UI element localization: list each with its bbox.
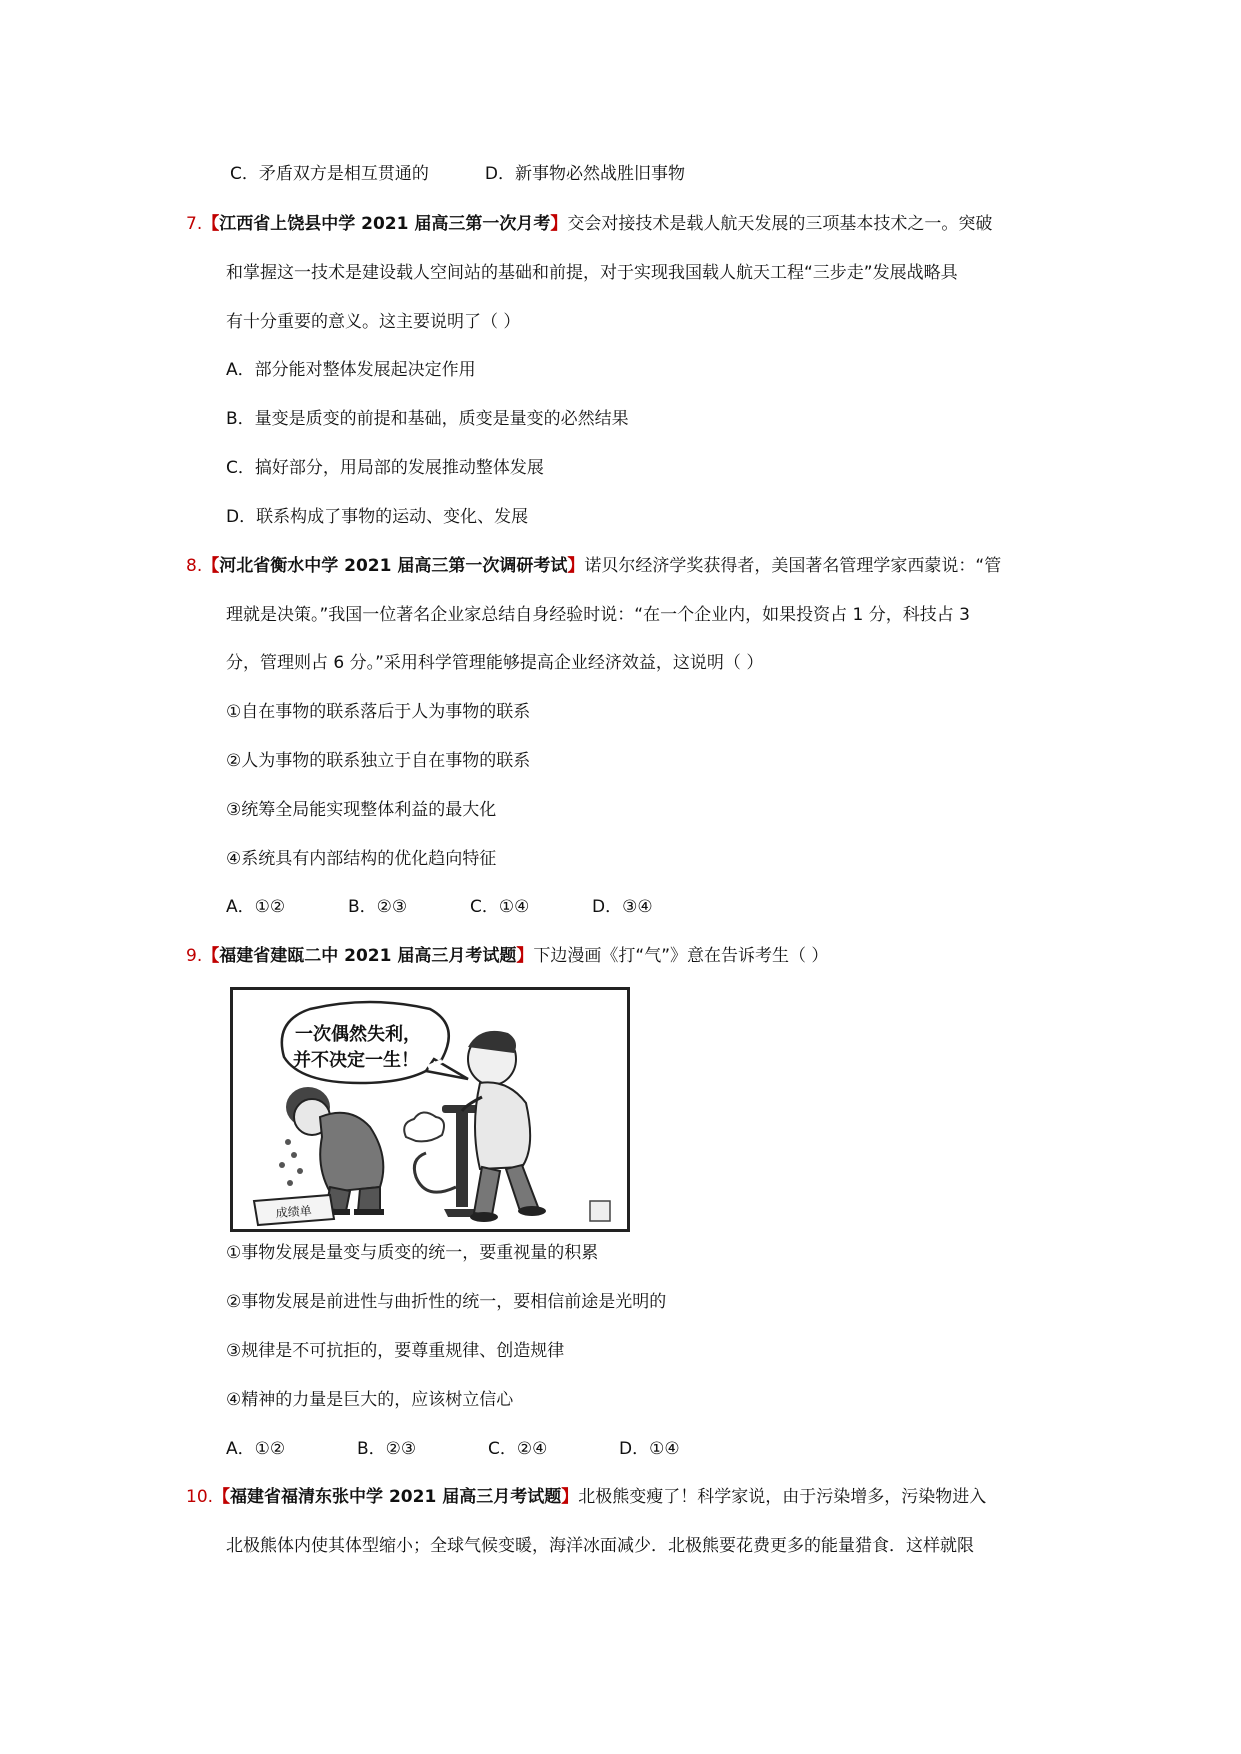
q6-option-c: C．矛盾双方是相互贯通的 bbox=[230, 164, 429, 184]
q9-left-bracket: 【 bbox=[202, 946, 220, 966]
q7-option-d: D．联系构成了事物的运动、变化、发展 bbox=[226, 507, 529, 527]
q7-option-a: A．部分能对整体发展起决定作用 bbox=[226, 360, 476, 380]
q8-item-3: ③统筹全局能实现整体利益的最大化 bbox=[226, 800, 497, 820]
q10-stem-line-2: 北极熊体内使其体型缩小；全球气候变暖，海洋冰面减少．北极熊要花费更多的能量猎食．这样就限 bbox=[226, 1536, 974, 1556]
q8-stem-line-3: 分，管理则占 6 分。”采用科学管理能够提高企业经济效益，这说明（ ） bbox=[226, 653, 764, 673]
q8-option-d: D．③④ bbox=[592, 897, 653, 917]
q7-stem-line-2: 和掌握这一技术是建设载人空间站的基础和前提，对于实现我国载人航天工程“三步走”发展战略具 bbox=[226, 263, 958, 283]
q8-item-1: ①自在事物的联系落后于人为事物的联系 bbox=[226, 702, 531, 722]
cartoon-bubble-line-1: 一次偶然失利， bbox=[295, 1024, 421, 1045]
q7-stem-line-3: 有十分重要的意义。这主要说明了（ ） bbox=[226, 312, 521, 332]
q9-item-4: ④精神的力量是巨大的，应该树立信心 bbox=[226, 1390, 514, 1410]
q8-right-bracket: 】 bbox=[567, 556, 585, 576]
q8-option-c: C．①④ bbox=[470, 897, 530, 917]
q9-options bbox=[226, 1438, 680, 1460]
q8-stem-line-2: 理就是决策。”我国一位著名企业家总结自身经验时说：“在一个企业内，如果投资占 1 分，科技占 3 bbox=[226, 605, 970, 625]
q8-item-2: ②人为事物的联系独立于自在事物的联系 bbox=[226, 751, 531, 771]
q8-stem-text-1: 诺贝尔经济学奖获得者，美国著名管理学家西蒙说：“管 bbox=[584, 556, 1002, 576]
q7-stem-line-1 bbox=[186, 213, 992, 235]
q9-option-d: D．①④ bbox=[619, 1439, 680, 1459]
q10-left-bracket: 【 bbox=[213, 1487, 231, 1507]
q7-right-bracket: 】 bbox=[550, 214, 568, 234]
q8-item-4: ④系统具有内部结构的优化趋向特征 bbox=[226, 849, 497, 869]
q9-stem-line-1 bbox=[186, 945, 828, 967]
q6-option-d: D．新事物必然战胜旧事物 bbox=[484, 164, 685, 184]
q8-number: 8. bbox=[186, 556, 203, 576]
q8-left-bracket: 【 bbox=[202, 556, 220, 576]
q8-stem-line-1 bbox=[186, 555, 1001, 577]
report-card-text: 成绩单 bbox=[275, 1203, 313, 1221]
q10-number: 10. bbox=[186, 1487, 214, 1507]
q9-item-2: ②事物发展是前进性与曲折性的统一，要相信前途是光明的 bbox=[226, 1292, 667, 1312]
q8-options bbox=[226, 896, 653, 918]
q9-cartoon-image bbox=[230, 987, 630, 1232]
q10-source: 福建省福清东张中学 2021 届高三月考试题 bbox=[230, 1487, 562, 1507]
q9-option-c: C．②④ bbox=[488, 1439, 548, 1459]
q10-right-bracket: 】 bbox=[561, 1487, 579, 1507]
cartoon-bubble-line-2: 并不决定一生！ bbox=[293, 1050, 419, 1071]
q8-option-a: A．①② bbox=[226, 897, 286, 917]
q7-left-bracket: 【 bbox=[202, 214, 220, 234]
q7-option-c: C．搞好部分，用局部的发展推动整体发展 bbox=[226, 458, 544, 478]
q9-item-3: ③规律是不可抗拒的，要尊重规律、创造规律 bbox=[226, 1341, 565, 1361]
artist-seal-stamp bbox=[590, 1201, 610, 1221]
q7-option-b: B．量变是质变的前提和基础，质变是量变的必然结果 bbox=[226, 409, 629, 429]
q9-source: 福建省建瓯二中 2021 届高三月考试题 bbox=[219, 946, 517, 966]
q9-option-a: A．①② bbox=[226, 1439, 286, 1459]
q9-stem-text-1: 下边漫画《打“气”》意在告诉考生（ ） bbox=[533, 946, 829, 966]
q8-option-b: B．②③ bbox=[348, 897, 408, 917]
q9-number: 9. bbox=[186, 946, 203, 966]
q7-number: 7. bbox=[186, 214, 203, 234]
q10-stem-line-1 bbox=[186, 1486, 986, 1508]
q6-options-cd bbox=[230, 163, 685, 185]
q10-stem-text-1: 北极熊变瘦了！科学家说，由于污染增多，污染物进入 bbox=[578, 1487, 987, 1507]
q9-item-1: ①事物发展是量变与质变的统一，要重视量的积累 bbox=[226, 1243, 599, 1263]
q8-source: 河北省衡水中学 2021 届高三第一次调研考试 bbox=[219, 556, 568, 576]
q7-stem-text-1: 交会对接技术是载人航天发展的三项基本技术之一。突破 bbox=[567, 214, 993, 234]
q9-option-b: B．②③ bbox=[357, 1439, 417, 1459]
q7-source: 江西省上饶县中学 2021 届高三第一次月考 bbox=[219, 214, 551, 234]
q9-right-bracket: 】 bbox=[516, 946, 534, 966]
